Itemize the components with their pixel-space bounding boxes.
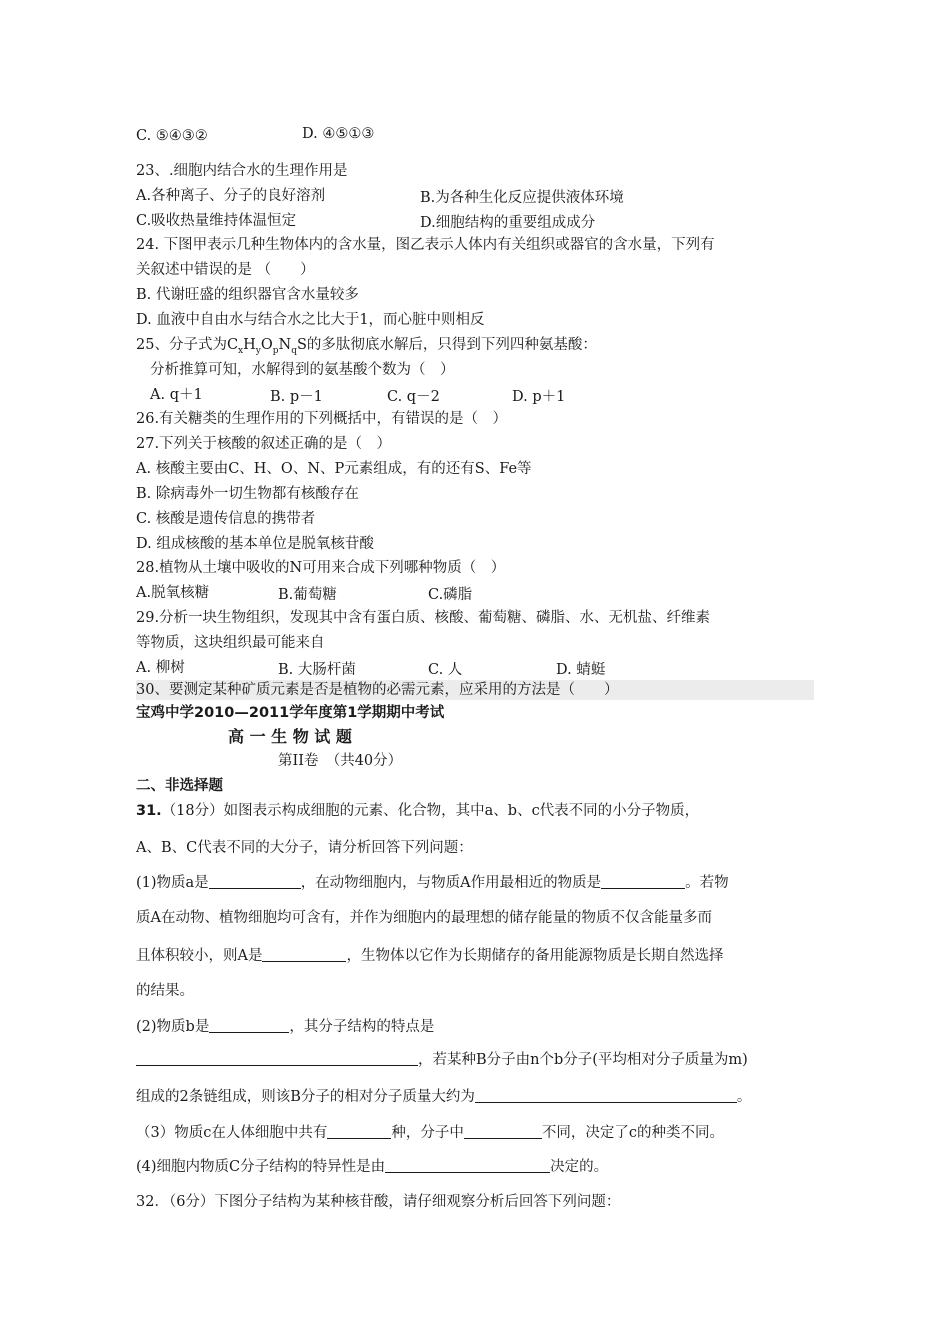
answer-blank[interactable]: [262, 945, 346, 962]
answer-blank[interactable]: [385, 1156, 550, 1173]
q29-option-b: B. 大肠杆菌: [278, 662, 356, 678]
q30-stem: 30、要测定某种矿质元素是否是植物的必需元素，应采用的方法是（ ）: [136, 680, 814, 700]
q27-option-a: A. 核酸主要由C、H、O、N、P元素组成，有的还有S、Fe等: [136, 461, 532, 477]
q32-stem: 32．（6分）下图分子结构为某种核苷酸，请仔细观察分析后回答下列问题：: [136, 1194, 621, 1210]
q23-option-c: C.吸收热量维持体温恒定: [136, 213, 297, 229]
answer-blank[interactable]: [327, 1122, 391, 1139]
answer-blank[interactable]: [475, 1086, 737, 1103]
q22-option-c: C. ⑤④③②: [136, 128, 208, 144]
q27-option-c: C. 核酸是遗传信息的携带者: [136, 511, 316, 527]
q31-line2: A、B、C代表不同的大分子，请分析回答下列问题：: [136, 840, 473, 856]
q24-option-d: D. 血液中自由水与结合水之比大于1，而心脏中则相反: [136, 312, 485, 328]
q27-option-b: B. 除病毒外一切生物都有核酸存在: [136, 486, 359, 502]
q29-option-a: A. 柳树: [136, 660, 185, 676]
q24-option-b: B. 代谢旺盛的组织器官含水量较多: [136, 287, 359, 303]
section-heading: 二、非选择题: [136, 778, 223, 794]
q31-line1: 31.（18分）如图表示构成细胞的元素、化合物，其中a、b、c代表不同的小分子物质，: [136, 803, 700, 819]
q31-line8: ，若某种B分子由n个b分子(平均相对分子质量为m): [136, 1049, 748, 1070]
q29-option-c: C. 人: [428, 662, 463, 678]
q29-stem-line2: 等物质，这块组织最可能来自: [136, 635, 325, 651]
q25-stem-line2: 分析推算可知，水解得到的氨基酸个数为（ ）: [150, 362, 455, 378]
answer-blank[interactable]: [209, 1016, 289, 1033]
q28-option-a: A.脱氧核糖: [136, 585, 210, 601]
q31-line5: 且体积较小，则A是 ，生物体以它作为长期储存的备用能源物质是长期自然选择: [136, 945, 723, 966]
q25-stem: 25、分子式为$C_xH_yO_pN_qS$的多肽彻底水解后，只得到下列四种氨基酸：: [136, 337, 597, 356]
q23-option-d: D.细胞结构的重要组成成分: [420, 215, 596, 231]
q31-line7: (2)物质b是 ，其分子结构的特点是: [136, 1016, 434, 1037]
q28-stem: 28.植物从土壤中吸收的N可用来合成下列哪种物质（ ）: [136, 560, 506, 576]
school-exam-title: 宝鸡中学2010—2011学年度第1学期期中考试: [136, 705, 445, 721]
answer-blank[interactable]: [209, 872, 301, 889]
q31-line11: (4)细胞内物质C分子结构的特异性是由 决定的。: [136, 1156, 608, 1177]
q25-option-a: A. q＋1: [150, 387, 203, 403]
answer-blank[interactable]: [601, 872, 685, 889]
q31-line9: 组成的2条链组成，则该B分子的相对分子质量大约为 。: [136, 1086, 751, 1107]
q31-line3: (1)物质a是 ，在动物细胞内，与物质A作用最相近的物质是 。若物: [136, 872, 729, 893]
q23-option-b: B.为各种生化反应提供液体环境: [420, 190, 624, 206]
q31-line6: 的结果。: [136, 983, 194, 999]
q31-line10: （3）物质c在人体细胞中共有 种，分子中 不同，决定了c的种类不同。: [136, 1122, 724, 1143]
q24-stem-line2: 关叙述中错误的是 （ ）: [136, 262, 315, 278]
volume-label: 第II卷 （共40分）: [278, 753, 403, 769]
q29-stem-line1: 29.分析一块生物组织，发现其中含有蛋白质、核酸、葡萄糖、磷脂、水、无机盐、纤维素: [136, 610, 711, 626]
q25-option-d: D. p＋1: [512, 389, 566, 405]
q26-stem: 26.有关糖类的生理作用的下列概括中，有错误的是（ ）: [136, 411, 508, 427]
q28-option-b: B.葡萄糖: [278, 587, 337, 603]
q22-option-d: D. ④⑤①③: [302, 126, 375, 142]
q27-option-d: D. 组成核酸的基本单位是脱氧核苷酸: [136, 536, 374, 552]
q29-option-d: D. 蜻蜓: [556, 662, 606, 678]
answer-blank[interactable]: [464, 1122, 542, 1139]
q23-option-a: A.各种离子、分子的良好溶剂: [136, 188, 326, 204]
q28-option-c: C.磷脂: [428, 587, 473, 603]
q23-stem: 23、.细胞内结合水的生理作用是: [136, 163, 348, 179]
q25-option-c: C. q－2: [387, 389, 440, 405]
answer-blank[interactable]: [136, 1049, 418, 1066]
subject-title: 高 一 生 物 试 题: [228, 727, 352, 746]
q27-stem: 27.下列关于核酸的叙述正确的是（ ）: [136, 436, 392, 452]
q24-stem-line1: 24. 下图甲表示几种生物体内的含水量，图乙表示人体内有关组织或器官的含水量，下列有: [136, 237, 715, 253]
q25-option-b: B. p－1: [270, 389, 323, 405]
q31-line4: 质A在动物、植物细胞均可含有，并作为细胞内的最理想的储存能量的物质不仅含能量多而: [136, 910, 712, 926]
